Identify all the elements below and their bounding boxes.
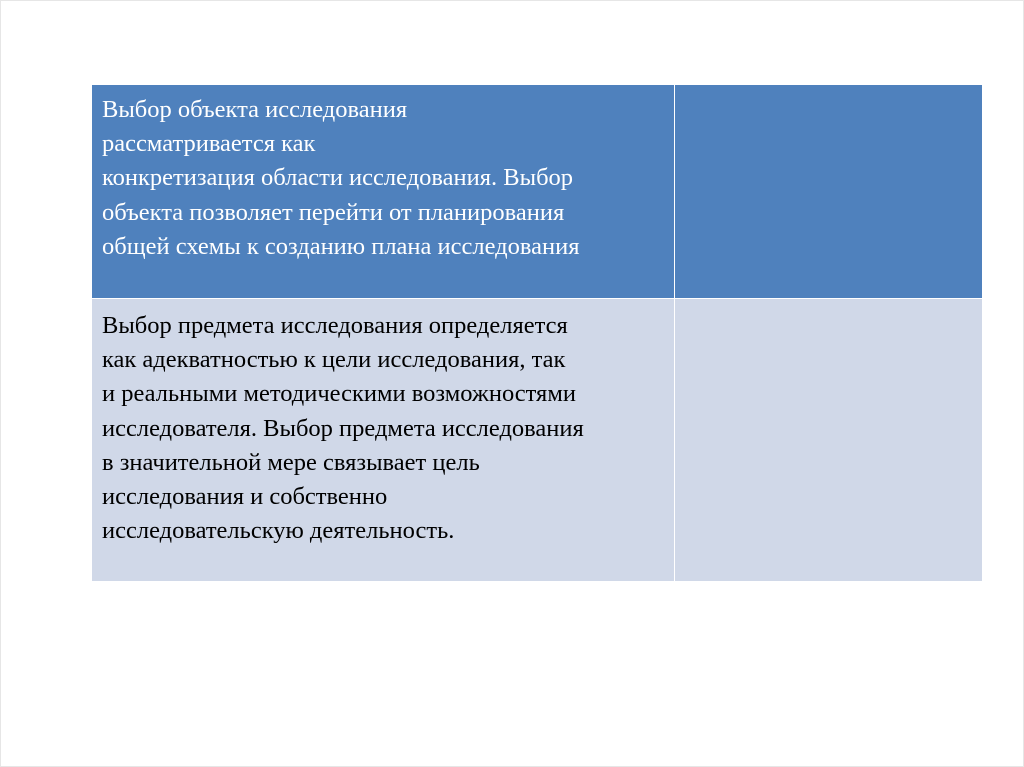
empty-cell-text [675,85,982,93]
table-cell-r1-c1 [92,85,675,299]
empty-cell-text [675,299,982,309]
table-cell-r1-c2 [675,85,982,299]
subject-selection-text: Выбор предмета исследования определяется как адекватностью к цели исследования, так и реальными методическими возможностями исследователя. Выбор предмета исследования в значительной мере связывает цель исследования и собственно исследовательскую деятельность. [102,312,584,545]
table-cell-r2-c2 [675,299,982,581]
table-cell-r2-c1 [92,299,675,581]
object-selection-text: Выбор объекта исследования рассматривается как конкретизация области исследования. Выбор объекта позволяет перейти от планирования общей схемы к созданию плана исследования [102,96,580,260]
content-table [92,85,982,581]
